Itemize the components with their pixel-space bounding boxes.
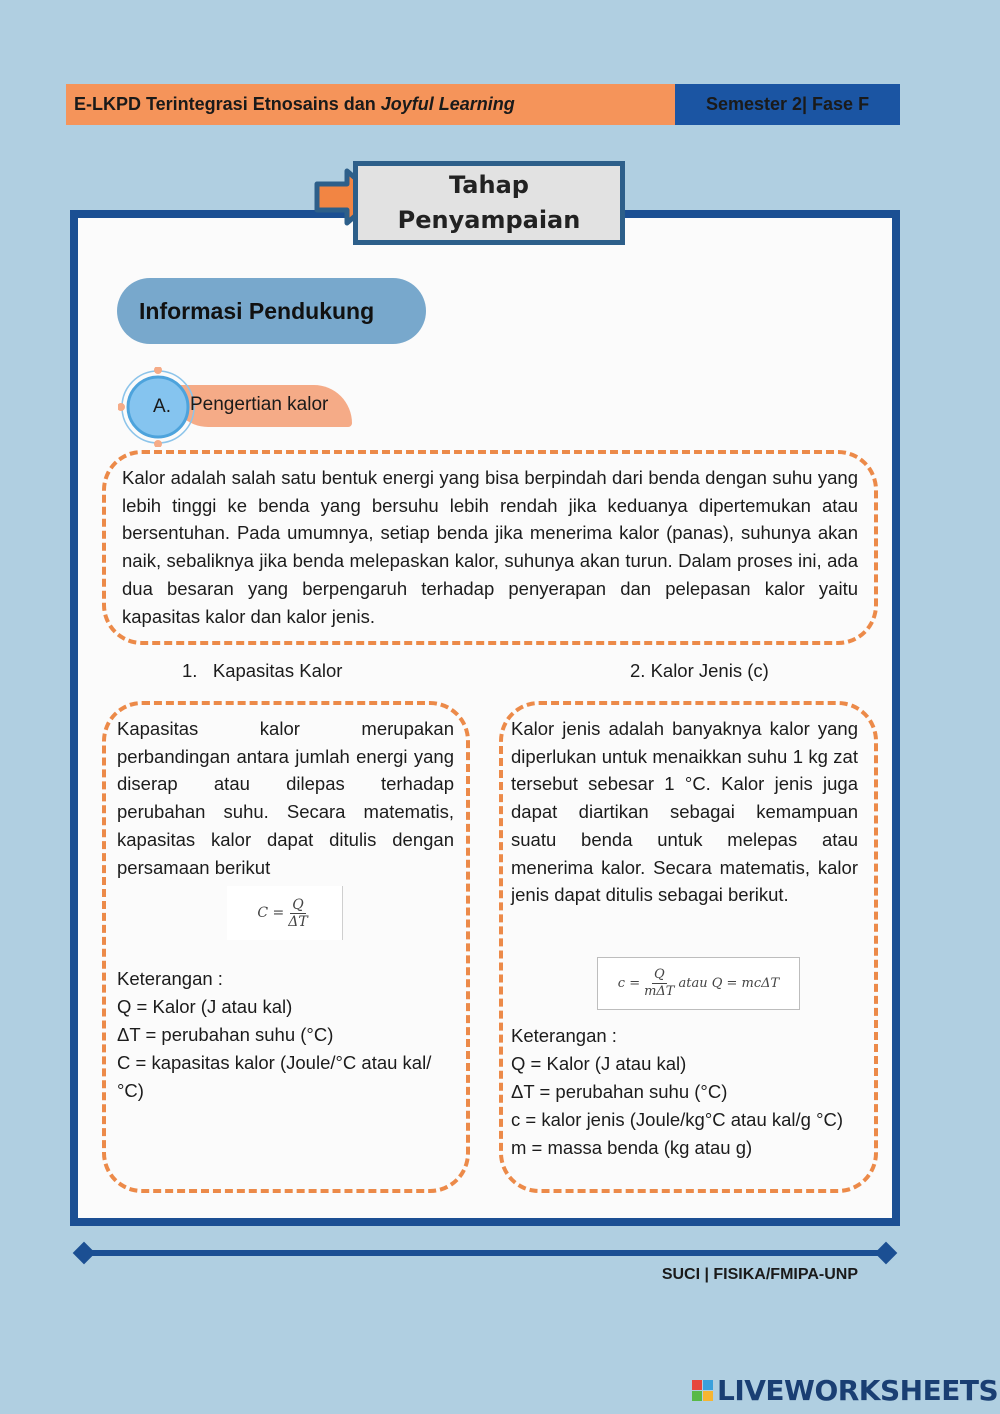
section-heading: Informasi Pendukung [117,278,426,344]
liveworksheets-watermark [692,1374,998,1407]
header-title-italic: Joyful Learning [380,94,515,114]
footer-divider [72,1240,902,1266]
left-ket-item: ΔT = perubahan suhu (°C) [117,1024,334,1045]
right-formula-fraction [644,967,674,1000]
intro-paragraph: Kalor adalah salah satu bentuk energi yang bisa berpindah dari benda dengan suhu yang lebih tinggi ke benda yang bersuhu lebih rendah jika keduanya dipertemukan atau bersentuhan. Pada umumnya, setiap benda jika menerima kalor (panas), suhunya akan naik, sebaliknya jika benda melepaskan kalor, suhunya akan turun. Dalam proses ini, ada dua besaran yang berpengaruh terhadap penyerapan dan pelepasan kalor yaitu kapasitas kalor dan kalor jenis. [122,467,858,627]
stage-title-line2: Penyampaian [397,206,581,234]
stage-title-line1: Tahap [449,171,529,199]
left-formula-fraction [288,897,307,930]
right-ket-list [511,1022,843,1162]
section-a-title: Pengertian kalor [190,394,329,415]
footer-credit: SUCI | FISIKA/FMIPA-UNP [661,1266,858,1283]
right-formula-lhs: c = [617,976,641,991]
header-title [66,84,675,125]
left-ket-item: Q = Kalor (J atau kal) [117,996,293,1017]
right-formula-num: Q [653,967,665,982]
left-ket-item: °C) [117,1080,144,1101]
header-title-text: E-LKPD Terintegrasi Etnosains dan [74,94,376,114]
left-ket-title: Keterangan : [117,968,223,989]
right-ket-title: Keterangan : [511,1025,617,1046]
right-ket-item: c = kalor jenis (Joule/kg°C atau kal/g °C) [511,1109,844,1130]
right-ket-item: Q = Kalor (J atau kal) [511,1053,687,1074]
section-a-letter: A. [153,396,171,417]
watermark-text: LIVEWORKSHEETS [717,1374,999,1407]
left-ket-item: C = kapasitas kalor (Joule/°C atau kal/ [117,1052,432,1073]
left-column-title: 1. Kapasitas Kalor [182,660,343,681]
right-formula-den: mΔT [644,984,675,999]
right-formula-rhs: atau Q = mcΔT [678,976,780,991]
left-formula-lhs: C = [257,905,285,921]
left-formula-num: Q [292,896,304,913]
right-column-paragraph: Kalor jenis adalah banyaknya kalor yang diperlukan untuk menaikkan suhu 1 kg zat tersebut sebesar 1 °C. Kalor jenis juga dapat diartikan sebagai kemampuan suatu benda untuk melepas atau menerima kalor. Secara matematis, kalor jenis dapat ditulis sebagai berikut. [511,718,858,906]
liveworksheets-logo-icon [692,1380,713,1401]
header-bar [66,84,900,125]
left-column-paragraph: Kapasitas kalor merupakan perbandingan antara jumlah energi yang diserap atau dilepas terhadap perubahan suhu. Secara matematis, kapasitas kalor dapat ditulis dengan persamaan berikut [117,718,454,878]
left-ket-list [117,965,431,1105]
semester-label: Semester 2| Fase F [675,84,900,125]
right-column-title: 2. Kalor Jenis (c) [630,660,769,681]
stage-title [353,161,625,245]
left-formula [227,886,343,940]
right-ket-item: m = massa benda (kg atau g) [511,1137,753,1158]
right-ket-item: ΔT = perubahan suhu (°C) [511,1081,728,1102]
left-formula-den: ΔT [288,913,308,930]
right-formula [597,957,800,1010]
